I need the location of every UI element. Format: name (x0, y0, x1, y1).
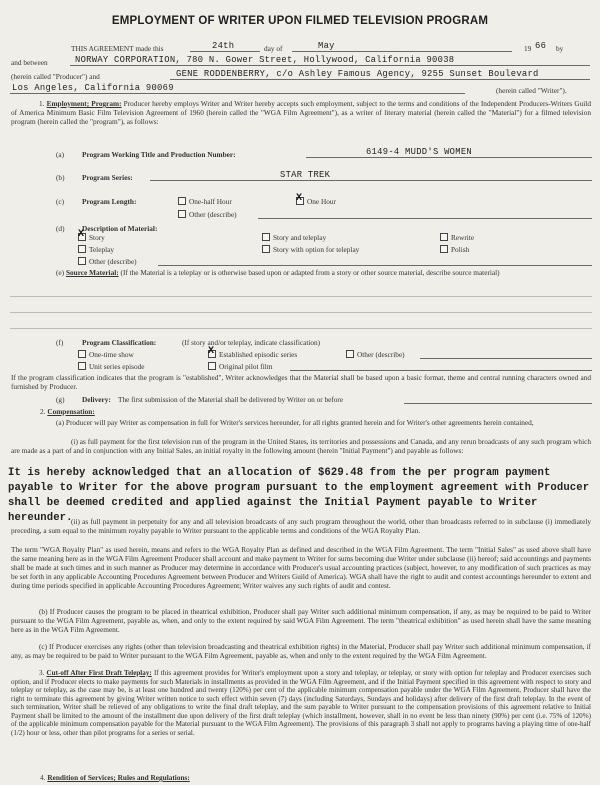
class-pilot-option[interactable]: Original pilot film (208, 362, 273, 371)
checkbox[interactable] (346, 350, 354, 358)
item-1f-title: Program Classification: (82, 338, 157, 347)
checkbox[interactable] (262, 233, 270, 241)
section-2-heading: 2. Compensation: (40, 407, 95, 416)
item-1a-label: (a) (56, 150, 65, 159)
checkbox[interactable] (440, 233, 448, 241)
material-story-option[interactable]: XStory (78, 233, 105, 242)
document-title: EMPLOYMENT OF WRITER UPON FILMED TELEVISION PROGRAM (111, 15, 489, 27)
section-2a-paragraph: (a) Producer will pay Writer as compensation in full for Writer's services hereunder, for all rights granted herein and for Writer's other agreements herein contained, (56, 418, 534, 427)
class-unit-series-option[interactable]: Unit series episode (78, 362, 145, 371)
writer-name: GENE RODDENBERRY, c/o Ashley Famous Agency, 9255 Sunset Boulevard (176, 69, 539, 79)
royalty-plan-paragraph: The term "WGA Royalty Plan" as used herein, means and refers to the WGA Royalty Plan as defined and described in the WGA Film Agreement. The term "Initial Sales" as used above shall have the same meaning here as in the WGA Film Agreement Producer shall account and make payment to Writer for sums becoming due Writer under subclause (ii) hereof; said accountings and payments shall be made at such times and in such manner as Producer may determine in accordance with Producer's usual accounting practices (subject, however, to any modification of such practices as may be set forth in any applicable Accounting Procedures Agreement between Producer and Writers Guild of America). WGA shall have the right to audit and contest accountings hereunder to extent and during time periods specified in applicable Accounting Procedures Agreement; Writer waives any such rights of audit and contest. (11, 545, 591, 590)
item-1g-title: Delivery: (82, 395, 111, 404)
checkbox[interactable] (440, 245, 448, 253)
section-1-paragraph: 1. Employment; Program: Producer hereby employs Writer and Writer hereby accepts such employment, subject to the terms and conditions of the Independent Producers-Writers Guild of America Minimum Basic Film Television Agreement of 1960 (herein called the "WGA Film Agreement"), as a writer of literary material (herein called the "Material") for a filmed television program (herein called the "program"), as follows: (11, 99, 591, 126)
agreement-lead: THIS AGREEMENT made this (71, 44, 164, 53)
item-1c-label: (c) (56, 197, 65, 206)
checkbox[interactable] (78, 257, 86, 265)
year-value: 66 (535, 41, 547, 51)
item-1b-title: Program Series: (82, 173, 133, 182)
classification-paragraph: If the program classification indicates that the program is "established", Writer acknowledges that the Material shall be based upon a basic format, theme and central running characters owned and furnished by Producer. (11, 373, 591, 391)
length-half-hour-option[interactable]: One-half Hour (178, 197, 232, 206)
checkbox[interactable] (208, 362, 216, 370)
section-3-paragraph: 3. Cut-off After First Draft Teleplay: If this agreement provides for Writer's employment upon a story and teleplay, or teleplay, or story with option for teleplay and Producer exercises such option, and if Producer elects to make payments for such Materials in installments as provided in the WGA Film Agreement, and if the Initial Payment specified in this agreement with respect to story and teleplay or teleplay, as the case may be, is at least one hundred and twenty (120%) per cent of the applicable minimum compensation payable under the WGA Film Agreement, Producer shall have the right to terminate this agreement by giving Writer written notice to such effect within seven (7) days (including Saturdays, Sundays and holidays) after delivery of the first draft teleplay. In the event of such termination, Writer shall be relieved of any obligations to write the final draft teleplay, and the sum payable to Writer pursuant to the compensation provisions of this agreement relative to Initial Payment shall be limited to the amount of the installment due upon delivery of the first draft teleplay (which installment, however, shall in no event be less than ninety (90%) per cent (i.e. 75% of 120%) of the applicable minimum compensation payable for the Material pursuant to the WGA Film Agreement). The provisions of this paragraph 3 shall not apply to programs having a playing time of one-half (1/2) hour or less, other than pilot programs for a series or serial. (11, 669, 591, 737)
section-2a-i-paragraph: (i) as full payment for the first television run of the program in the United States, its territories and possessions and Canada, and any rerun broadcasts of any such program which are made as a part of and in conjunction with any Initial Sales, an initial royalty in the following amount (herein "Initial Payment") and payable as follows: (11, 437, 591, 455)
material-story-teleplay-option[interactable]: Story and teleplay (262, 233, 326, 242)
checkbox-checked[interactable] (78, 233, 86, 241)
item-1c-title: Program Length: (82, 197, 137, 206)
checkbox[interactable] (262, 245, 270, 253)
item-1f-note: (If story and/or teleplay, indicate classification) (182, 338, 321, 347)
day-of-label: day of (264, 44, 283, 53)
checkbox-checked[interactable] (296, 197, 304, 205)
typed-insert-paragraph: It is hereby acknowledged that an allocation of $629.48 from the per program payment payable to Writer for the above program pursuant to the employment agreement with Producer shall be deemed credited and applied against the Initial Payment payable to Writer hereunder. (8, 467, 590, 524)
class-one-time-option[interactable]: One-time show (78, 350, 134, 359)
material-polish-option[interactable]: Polish (440, 245, 469, 254)
material-rewrite-option[interactable]: Rewrite (440, 233, 474, 242)
writer-called-label: (herein called "Writer"). (496, 86, 567, 95)
section-2c-paragraph: (c) If Producer exercises any rights (other than television broadcasting and theatrical exhibition rights) in the Material, Producer shall pay Writer such additional minimum compensation, if any, as may be required to be paid to Writer pursuant to the WGA Film Agreement, payable as, when and only to the extent required by the WGA Film Agreement. (11, 642, 591, 660)
item-1g-text: The first submission of the Material shall be delivered by Writer on or before (118, 395, 344, 404)
class-established-option[interactable]: X Established episodic series (208, 350, 297, 359)
material-story-option-teleplay-option[interactable]: Story with option for teleplay (262, 245, 359, 254)
producer-name: NORWAY CORPORATION, 780 N. Gower Street, Hollywood, California 90038 (75, 55, 455, 65)
item-1f-label: (f) (56, 338, 64, 347)
year-prefix: 19 (524, 44, 532, 53)
checkbox-checked[interactable] (208, 350, 216, 358)
day-value: 24th (212, 41, 235, 51)
checkbox[interactable] (78, 350, 86, 358)
writer-address: Los Angeles, California 90069 (12, 83, 174, 93)
item-1a-title: Program Working Title and Production Number: (82, 150, 236, 159)
checkbox[interactable] (178, 197, 186, 205)
item-1d-label: (d) (56, 224, 65, 233)
by-label: by (556, 44, 564, 53)
checkbox[interactable] (178, 210, 186, 218)
item-1d-title: Description of Material: (82, 224, 158, 233)
length-one-hour-option[interactable]: X One Hour (296, 197, 336, 206)
checkbox[interactable] (78, 245, 86, 253)
item-1b-label: (b) (56, 173, 65, 182)
production-number-value: 6149-4 MUDD'S WOMEN (366, 147, 473, 157)
material-teleplay-option[interactable]: Teleplay (78, 245, 114, 254)
section-2b-paragraph: (b) If Producer causes the program to be placed in theatrical exhibition, Producer shall pay Writer such additional minimum compensation, if any, as may be required to be paid to Writer pursuant to the WGA Film Agreement, payable as, when, and only to the extent required by said WGA Film Agreement. The term "theatrical exhibition" as used herein shall have the same meaning here as in the WGA Film Agreement. (11, 607, 591, 634)
month-value: May (318, 41, 335, 51)
material-other-option[interactable]: Other (describe) (78, 257, 137, 266)
length-other-option[interactable]: Other (describe) (178, 210, 237, 219)
item-1e-text: (e) Source Material: (If the Material is a teleplay or is otherwise based upon or adapted from a story or other source material, describe source material) (56, 268, 500, 277)
producer-called-label: (herein called "Producer") and (11, 72, 100, 81)
checkbox[interactable] (78, 362, 86, 370)
section-2a-ii-paragraph: (ii) as full payment in perpetuity for any and all television broadcasts of any such program throughout the world, other than broadcasts referred to in subclause (i) immediately preceding, a sum equal to the minimum royalty payable to Writer pursuant to the applicable terms and conditions of the WGA Royalty Plan. (11, 517, 591, 535)
section-4-heading: 4. Rendition of Services; Rules and Regulations: (40, 773, 190, 782)
item-1g-label: (g) (56, 395, 65, 404)
class-other-option[interactable]: Other (describe) (346, 350, 405, 359)
program-series-value: STAR TREK (280, 170, 331, 180)
and-between-label: and between (11, 58, 48, 67)
